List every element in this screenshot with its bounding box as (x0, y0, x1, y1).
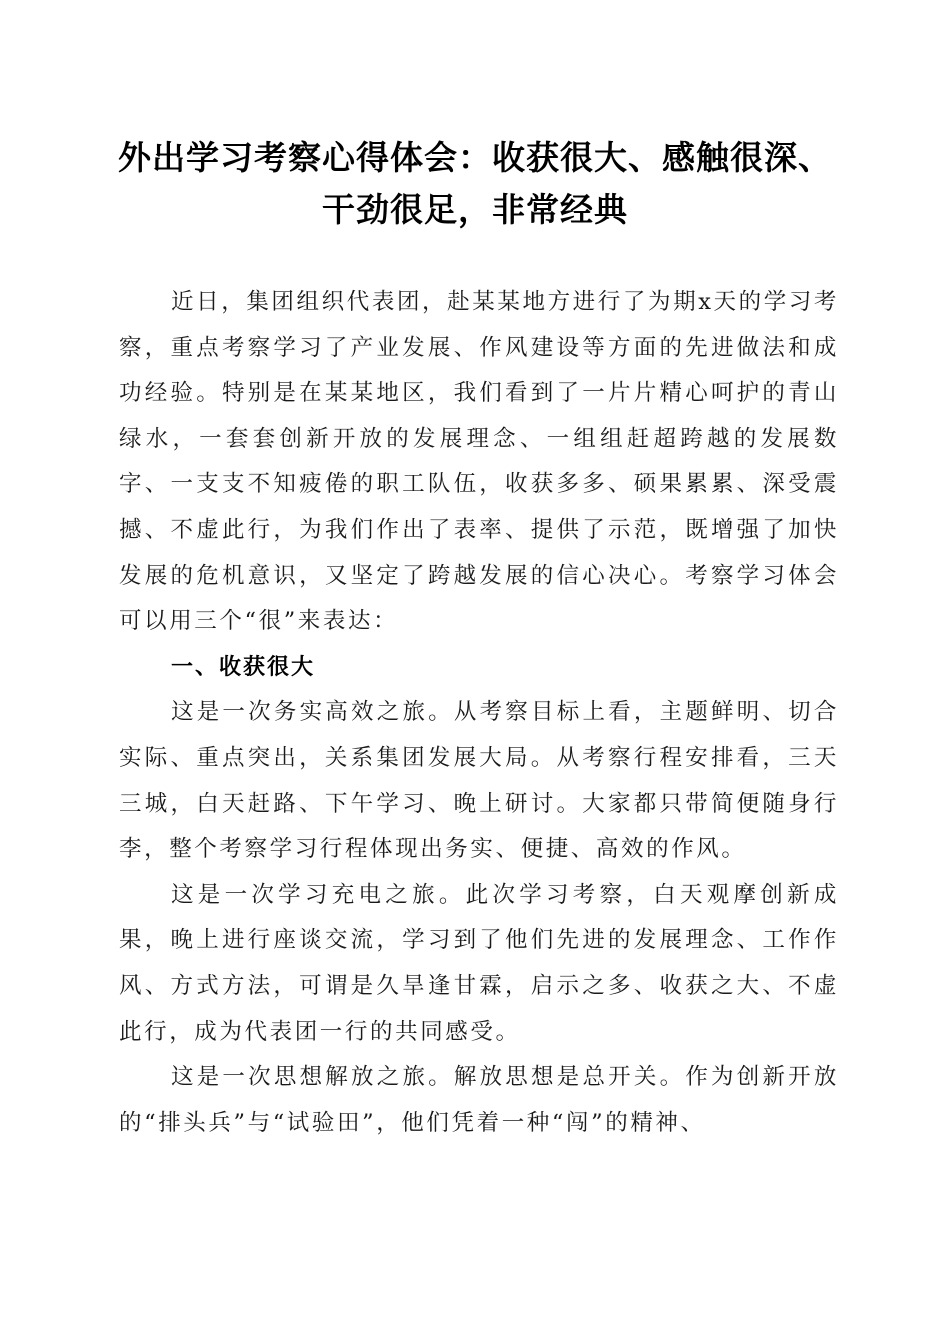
title-line-1: 外出学习考察心得体会：收获很大、感触很深、 (118, 138, 832, 177)
paragraph-1: 这是一次务实高效之旅。从考察目标上看，主题鲜明、切合实际、重点突出，关系集团发展大局。从考察行程安排看，三天三城，白天赶路、下午学习、晚上研讨。大家都只带简便随身行李，整个考察学习行程体现出务实、便捷、高效的作风。 (119, 699, 839, 863)
section-heading-1: 一、收获很大 (171, 654, 316, 680)
title-line-2: 干劲很足，非常经典 (322, 190, 628, 229)
paragraph-3: 这是一次思想解放之旅。解放思想是总开关。作为创新开放的“排头兵”与“试验田”，他们凭着一种“闯”的精神、 (119, 1064, 839, 1136)
paragraph-2: 这是一次学习充电之旅。此次学习考察，白天观摩创新成果，晚上进行座谈交流，学习到了他们先进的发展理念、工作作风、方式方法，可谓是久旱逢甘霖，启示之多、收获之大、不虚此行，成为代表团一行的共同感受。 (119, 881, 839, 1045)
intro-paragraph: 近日，集团组织代表团，赴某某地方进行了为期x天的学习考察，重点考察学习了产业发展、作风建设等方面的先进做法和成功经验。特别是在某某地区，我们看到了一片片精心呵护的青山绿水，一套套创新开放的发展理念、一组组赶超跨越的发展数字、一支支不知疲倦的职工队伍，收获多多、硕果累累、深受震撼、不虚此行，为我们作出了表率、提供了示范，既增强了加快发展的危机意识，又坚定了跨越发展的信心决心。考察学习体会可以用三个“很”来表达： (119, 289, 839, 635)
document-title (100, 132, 850, 236)
document-body (119, 280, 839, 1146)
